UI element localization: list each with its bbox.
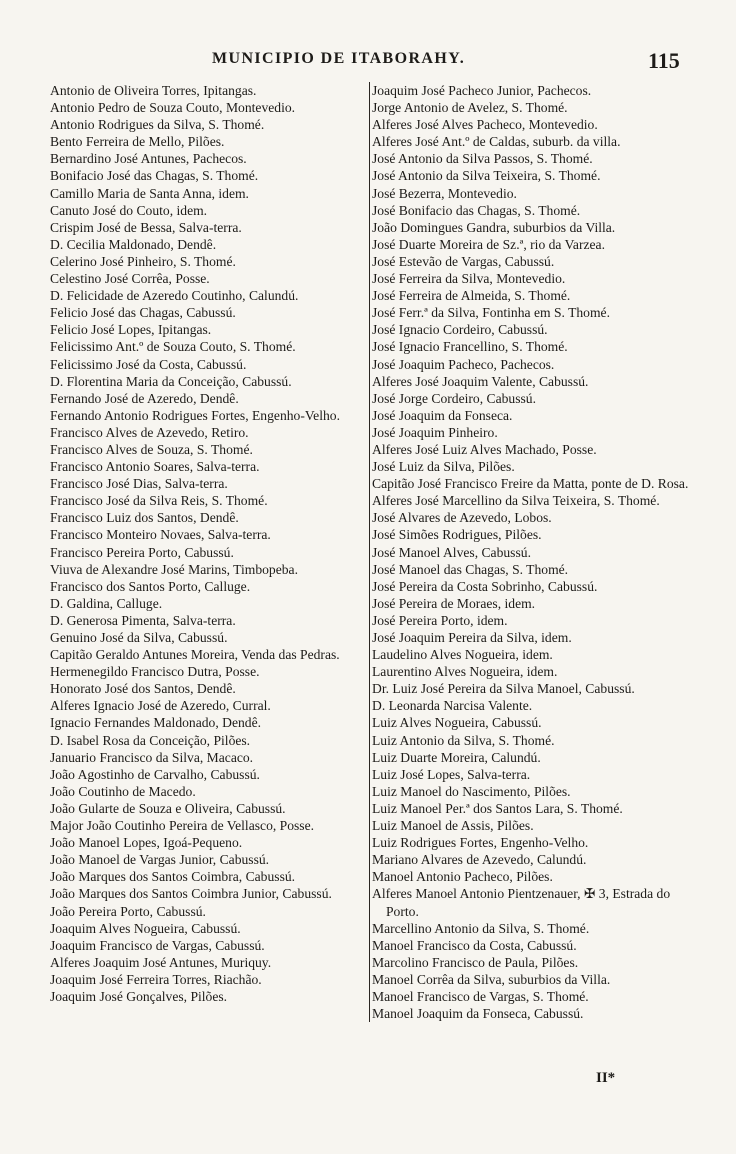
- directory-entry: José Manoel Alves, Cabussú.: [372, 544, 531, 560]
- directory-entry: Crispim José de Bessa, Salva-terra.: [50, 219, 242, 235]
- directory-entry: Bernardino José Antunes, Pachecos.: [50, 151, 247, 167]
- directory-entry: Joaquim José Ferreira Torres, Riachão.: [50, 971, 262, 987]
- directory-entry: João Marques dos Santos Coimbra, Cabussú.: [50, 869, 296, 885]
- directory-entry: D. Galdina, Calluge.: [50, 595, 163, 611]
- directory-entry: Joaquim Francisco de Vargas, Cabussú.: [50, 937, 265, 953]
- page-header: [0, 48, 736, 76]
- directory-entry: Honorato José dos Santos, Dendê.: [50, 681, 236, 697]
- directory-entry: José Alvares de Azevedo, Lobos.: [372, 510, 552, 526]
- directory-entry: José Duarte Moreira de Sz.ª, rio da Varzea.: [372, 236, 605, 252]
- directory-entry: Francisco dos Santos Porto, Calluge.: [50, 578, 251, 594]
- directory-entry: Manoel Joaquim da Fonseca, Cabussú.: [372, 1006, 584, 1022]
- directory-entry: Januario Francisco da Silva, Macaco.: [50, 749, 254, 765]
- directory-entry: Francisco Luiz dos Santos, Dendê.: [50, 510, 239, 526]
- directory-entry: Canuto José do Couto, idem.: [50, 202, 208, 218]
- directory-entry: Celerino José Pinheiro, S. Thomé.: [50, 253, 236, 269]
- directory-entry: Major João Coutinho Pereira de Vellasco, Posse.: [50, 818, 315, 834]
- directory-entry: Celestino José Corrêa, Posse.: [50, 271, 210, 287]
- directory-entry: Luiz Duarte Moreira, Calundú.: [372, 749, 541, 765]
- directory-entry: Dr. Luiz José Pereira da Silva Manoel, Cabussú.: [372, 681, 635, 697]
- directory-entry: Antonio Rodrigues da Silva, S. Thomé.: [50, 117, 265, 133]
- directory-entry: D. Generosa Pimenta, Salva-terra.: [50, 612, 236, 628]
- directory-entry: João Domingues Gandra, suburbios da Villa.: [372, 219, 616, 235]
- directory-entry: Fernando Antonio Rodrigues Fortes, Engenho-Velho.: [50, 407, 340, 423]
- directory-entry: Antonio de Oliveira Torres, Ipitangas.: [50, 83, 257, 98]
- directory-entry: Manoel Francisco de Vargas, S. Thomé.: [372, 988, 589, 1004]
- directory-entry: D. Isabel Rosa da Conceição, Pilões.: [50, 732, 251, 748]
- directory-entry: João Gularte de Souza e Oliveira, Cabussú.: [50, 800, 286, 816]
- directory-entry: José Ignacio Francellino, S. Thomé.: [372, 339, 568, 355]
- page-title: MUNICIPIO DE ITABORAHY.: [212, 50, 466, 67]
- directory-entry: José Joaquim Pacheco, Pachecos.: [372, 356, 555, 372]
- directory-entry: João Agostinho de Carvalho, Cabussú.: [50, 766, 260, 782]
- directory-entry: José Joaquim Pinheiro.: [372, 424, 498, 440]
- directory-entry: Antonio Pedro de Souza Couto, Montevedio.: [50, 100, 296, 116]
- directory-entry: Luiz Antonio da Silva, S. Thomé.: [372, 732, 555, 748]
- directory-entry: José Jorge Cordeiro, Cabussú.: [372, 390, 536, 406]
- directory-entry: Francisco Alves de Azevedo, Retiro.: [50, 424, 249, 440]
- directory-entry: Francisco Alves de Souza, S. Thomé.: [50, 441, 253, 457]
- directory-entry: Alferes José Luiz Alves Machado, Posse.: [372, 441, 597, 457]
- directory-entry: Luiz Manoel Per.ª dos Santos Lara, S. Thomé.: [372, 800, 623, 816]
- directory-entry: Marcolino Francisco de Paula, Pilões.: [372, 954, 579, 970]
- directory-entry: Jorge Antonio de Avelez, S. Thomé.: [372, 100, 568, 116]
- directory-entry: João Marques dos Santos Coimbra Junior, Cabussú.: [50, 886, 332, 902]
- directory-entry: Genuino José da Silva, Cabussú.: [50, 630, 228, 645]
- directory-entry: José Antonio da Silva Teixeira, S. Thomé.: [372, 168, 601, 184]
- directory-entry: Bonifacio José das Chagas, S. Thomé.: [50, 168, 259, 184]
- directory-entry: José Pereira Porto, idem.: [372, 612, 508, 628]
- directory-entry: José Bonifacio das Chagas, S. Thomé.: [372, 202, 581, 218]
- directory-entry: Alferes José Joaquim Valente, Cabussú.: [372, 373, 589, 389]
- directory-entry: Mariano Alvares de Azevedo, Calundú.: [372, 852, 587, 868]
- directory-entry: José Pereira da Costa Sobrinho, Cabussú.: [372, 578, 598, 594]
- directory-entry: Alferes José Ant.º de Caldas, suburb. da villa.: [372, 134, 621, 150]
- directory-entry: José Ferreira de Almeida, S. Thomé.: [372, 288, 571, 304]
- directory-entry: Manoel Francisco da Costa, Cabussú.: [372, 937, 577, 953]
- directory-entry: José Luiz da Silva, Pilões.: [372, 459, 515, 475]
- directory-entry: Capitão José Francisco Freire da Matta, ponte de D. Rosa.: [372, 476, 689, 492]
- directory-entry: Camillo Maria de Santa Anna, idem.: [50, 185, 249, 201]
- directory-entry: João Manoel de Vargas Junior, Cabussú.: [50, 852, 270, 868]
- directory-entry: Laurentino Alves Nogueira, idem.: [372, 664, 558, 680]
- directory-entry: José Ferr.ª da Silva, Fontinha em S. Thomé.: [372, 305, 610, 321]
- directory-entry: D. Cecilia Maldonado, Dendê.: [50, 236, 217, 252]
- directory-entry: Capitão Geraldo Antunes Moreira, Venda das Pedras.: [50, 647, 340, 663]
- directory-entry: Joaquim Alves Nogueira, Cabussú.: [50, 920, 241, 936]
- directory-entry: Alferes José Alves Pacheco, Montevedio.: [372, 117, 598, 133]
- directory-entry: José Ferreira da Silva, Montevedio.: [372, 271, 566, 287]
- directory-entry: Felicissimo José da Costa, Cabussú.: [50, 356, 247, 372]
- directory-entry: Manoel Corrêa da Silva, suburbios da Villa.: [372, 971, 611, 987]
- directory-entry: Viuva de Alexandre José Marins, Timbopeba.: [50, 561, 298, 577]
- directory-entry: D. Florentina Maria da Conceição, Cabussú.: [50, 373, 292, 389]
- directory-entry: Joaquim José Pacheco Junior, Pachecos.: [372, 83, 592, 98]
- directory-entry: João Manoel Lopes, Igoá-Pequeno.: [50, 835, 243, 851]
- directory-entry: Alferes Joaquim José Antunes, Muriquy.: [50, 954, 272, 970]
- directory-entry: José Bezerra, Montevedio.: [372, 185, 517, 201]
- directory-entry: Francisco Monteiro Novaes, Salva-terra.: [50, 527, 271, 543]
- left-column: [50, 82, 362, 1005]
- directory-entry: D. Leonarda Narcisa Valente.: [372, 698, 533, 714]
- directory-entry: D. Felicidade de Azeredo Coutinho, Calundú.: [50, 288, 299, 304]
- directory-entry: Fernando José de Azeredo, Dendê.: [50, 390, 239, 406]
- directory-entry: Marcellino Antonio da Silva, S. Thomé.: [372, 920, 590, 936]
- directory-entry: Francisco Pereira Porto, Cabussú.: [50, 544, 234, 560]
- directory-entry: Luiz Alves Nogueira, Cabussú.: [372, 715, 542, 731]
- page-number: 115: [648, 48, 680, 73]
- directory-entry: Francisco José da Silva Reis, S. Thomé.: [50, 493, 268, 509]
- directory-entry: Luiz Manoel de Assis, Pilões.: [372, 818, 534, 834]
- directory-entry: João Pereira Porto, Cabussú.: [50, 903, 206, 919]
- directory-entry: José Estevão de Vargas, Cabussú.: [372, 253, 555, 269]
- directory-entry: Felicio José das Chagas, Cabussú.: [50, 305, 236, 321]
- directory-entry: Ignacio Fernandes Maldonado, Dendê.: [50, 715, 262, 731]
- directory-entry: Francisco José Dias, Salva-terra.: [50, 476, 228, 492]
- directory-entry: Alferes Manoel Antonio Pientzenauer, ✠ 3, Estrada do Porto.: [372, 886, 671, 919]
- directory-entry: Laudelino Alves Nogueira, idem.: [372, 647, 553, 663]
- directory-entry: José Joaquim da Fonseca.: [372, 407, 513, 423]
- directory-entry: Luiz Rodrigues Fortes, Engenho-Velho.: [372, 835, 589, 851]
- directory-entry: Manoel Antonio Pacheco, Pilões.: [372, 869, 553, 885]
- right-column: [369, 82, 690, 1022]
- directory-entry: Alferes José Marcellino da Silva Teixeira, S. Thomé.: [372, 493, 660, 509]
- directory-entry: José Ignacio Cordeiro, Cabussú.: [372, 322, 548, 338]
- directory-entry: Luiz Manoel do Nascimento, Pilões.: [372, 783, 571, 799]
- directory-entry: José Simões Rodrigues, Pilões.: [372, 527, 542, 543]
- directory-entry: Hermenegildo Francisco Dutra, Posse.: [50, 664, 260, 680]
- directory-entry: João Coutinho de Macedo.: [50, 783, 196, 799]
- directory-entry: Felicissimo Ant.º de Souza Couto, S. Thomé.: [50, 339, 296, 355]
- directory-entry: Bento Ferreira de Mello, Pilões.: [50, 134, 225, 150]
- directory-entry: Francisco Antonio Soares, Salva-terra.: [50, 459, 260, 475]
- directory-entry: José Manoel das Chagas, S. Thomé.: [372, 561, 569, 577]
- directory-entry: José Antonio da Silva Passos, S. Thomé.: [372, 151, 593, 167]
- signature-mark: II*: [596, 1070, 616, 1086]
- directory-entry: Felicio José Lopes, Ipitangas.: [50, 322, 212, 338]
- directory-entry: Joaquim José Gonçalves, Pilões.: [50, 988, 228, 1004]
- directory-entry: José Pereira de Moraes, idem.: [372, 595, 536, 611]
- directory-entry: Luiz José Lopes, Salva-terra.: [372, 766, 531, 782]
- directory-entry: Alferes Ignacio José de Azeredo, Curral.: [50, 698, 271, 714]
- directory-entry: José Joaquim Pereira da Silva, idem.: [372, 630, 572, 645]
